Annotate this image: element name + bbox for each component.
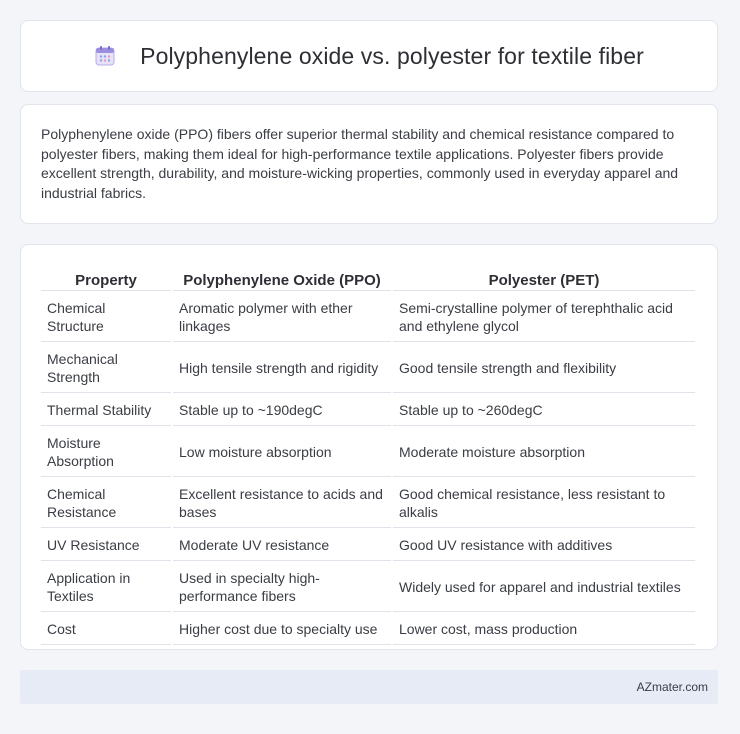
table-row (41, 344, 695, 393)
table-row (41, 479, 695, 528)
table-row (41, 293, 695, 342)
column-header-property: Property (41, 267, 171, 291)
footer-bar (20, 670, 718, 704)
column-header-pet: Polyester (PET) (393, 267, 695, 291)
table-row (41, 563, 695, 612)
pet-cell: Moderate moisture absorption (393, 428, 695, 477)
ppo-cell: Moderate UV resistance (173, 530, 391, 561)
property-cell: Cost (41, 614, 171, 645)
property-cell: Moisture Absorption (41, 428, 171, 477)
footer-brand: AZmater.com (636, 680, 708, 694)
column-header-ppo: Polyphenylene Oxide (PPO) (173, 267, 391, 291)
pet-cell: Good tensile strength and flexibility (393, 344, 695, 393)
pet-cell: Semi-crystalline polymer of terephthalic acid and ethylene glycol (393, 293, 695, 342)
ppo-cell: Excellent resistance to acids and bases (173, 479, 391, 528)
pet-cell: Good UV resistance with additives (393, 530, 695, 561)
property-cell: Thermal Stability (41, 395, 171, 426)
pet-cell: Good chemical resistance, less resistant to alkalis (393, 479, 695, 528)
pet-cell: Lower cost, mass production (393, 614, 695, 645)
table-header-row (41, 267, 695, 291)
table-row (41, 530, 695, 561)
comparison-table-card (20, 244, 718, 650)
property-cell: Chemical Structure (41, 293, 171, 342)
pet-cell: Widely used for apparel and industrial textiles (393, 563, 695, 612)
ppo-cell: Higher cost due to specialty use (173, 614, 391, 645)
property-cell: Application in Textiles (41, 563, 171, 612)
table-row (41, 395, 695, 426)
pet-cell: Stable up to ~260degC (393, 395, 695, 426)
intro-text: Polyphenylene oxide (PPO) fibers offer superior thermal stability and chemical resistance compared to polyester fibers, making them ideal for high-performance textile applications. Polyester fibers provide excellent strength, durability, and moisture-wicking properties, commonly used in everyday apparel and industrial fabrics. (41, 126, 679, 201)
intro-card (20, 104, 718, 224)
property-cell: Chemical Resistance (41, 479, 171, 528)
property-cell: Mechanical Strength (41, 344, 171, 393)
comparison-table (39, 265, 697, 647)
ppo-cell: High tensile strength and rigidity (173, 344, 391, 393)
calendar-icon (94, 45, 116, 67)
ppo-cell: Low moisture absorption (173, 428, 391, 477)
ppo-cell: Used in specialty high-performance fibers (173, 563, 391, 612)
page-title: Polyphenylene oxide vs. polyester for textile fiber (140, 42, 644, 69)
table-row (41, 614, 695, 645)
title-card (20, 20, 718, 92)
ppo-cell: Stable up to ~190degC (173, 395, 391, 426)
ppo-cell: Aromatic polymer with ether linkages (173, 293, 391, 342)
property-cell: UV Resistance (41, 530, 171, 561)
table-row (41, 428, 695, 477)
